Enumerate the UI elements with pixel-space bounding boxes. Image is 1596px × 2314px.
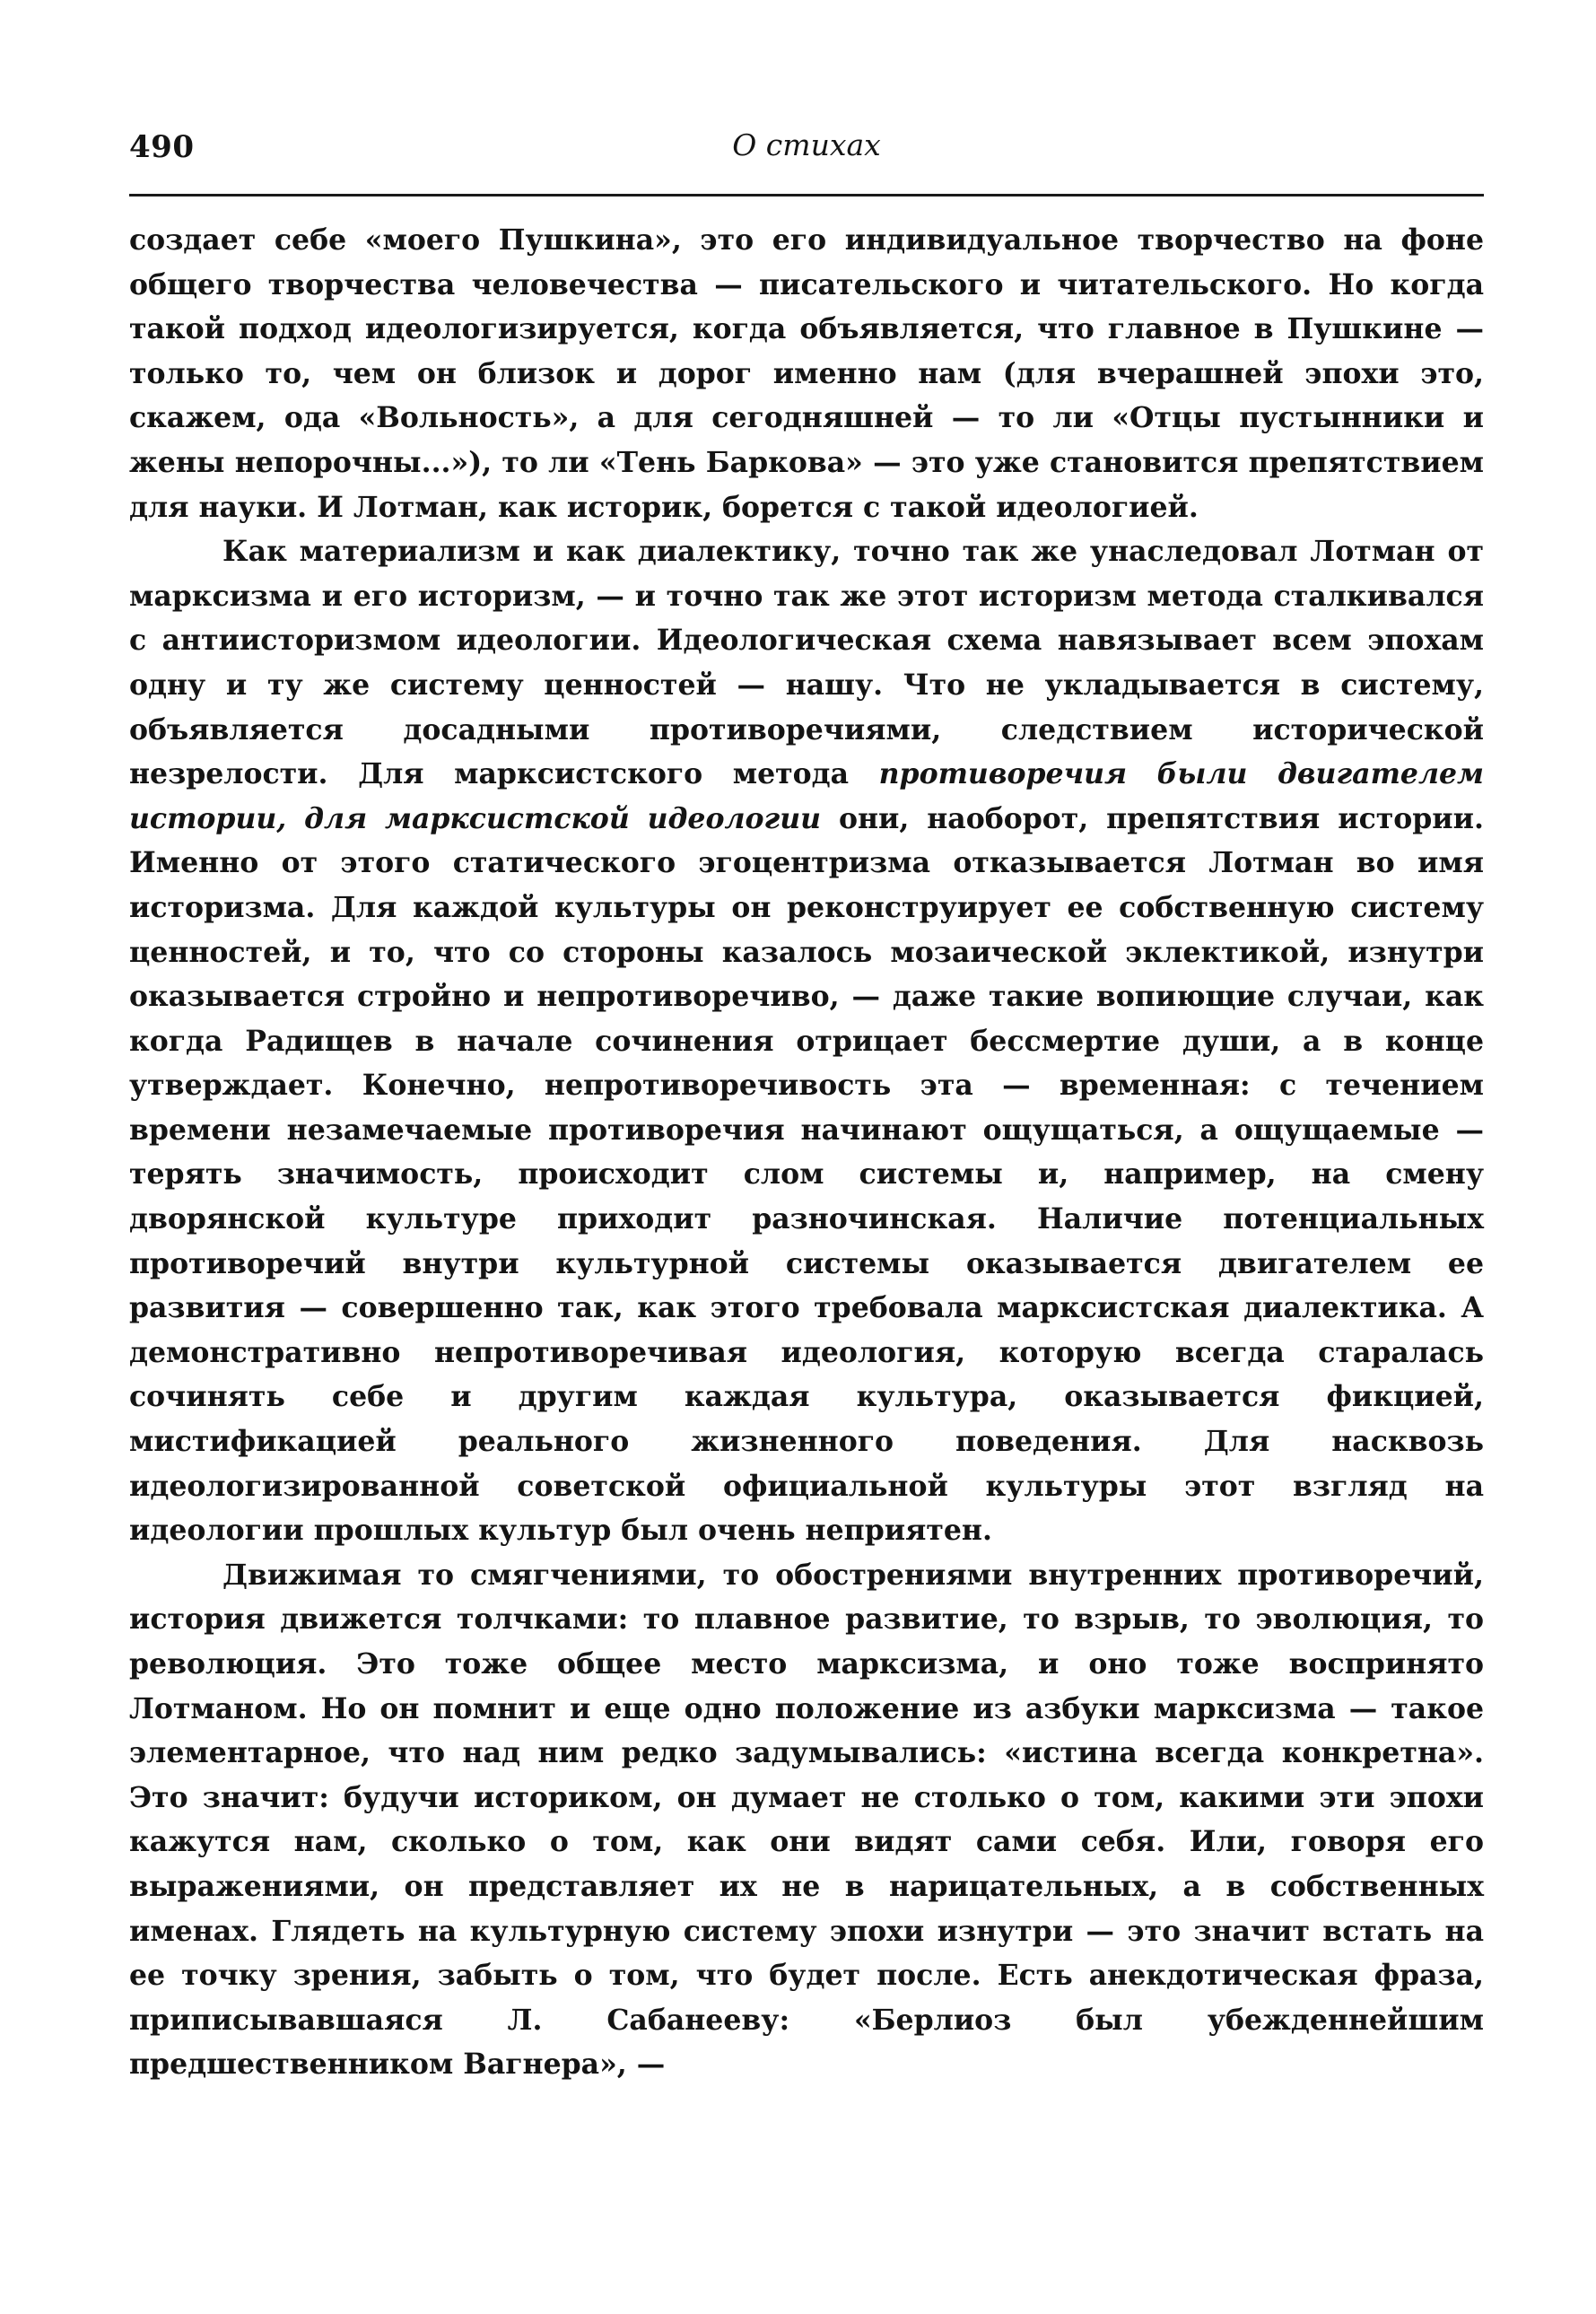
page-header — [129, 124, 1484, 178]
text-run: они, наоборот, препятствия истории. Именно от этого статического эгоцентризма отказывается Лотман во имя историзма. Для каждой культуры он реконструирует ее собственную систему ценностей, и то, что со стороны казалось мозаической эклектикой, изнутри оказывается стройно и непротиворечиво, — даже такие вопиющие случаи, как когда Радищев в начале сочинения отрицает бессмертие души, а в конце утверждает. Конечно, непротиворечивость эта — временная: с течением времени незамечаемые противоречия начинают ощущаться, а ощущаемые — терять значимость, происходит слом системы и, например, на смену дворянской культуре приходит разночинская. Наличие потенциальных противоречий внутри культурной системы оказывается двигателем ее развития — совершенно так, как этого требовала марксистская диалектика. А демонстративно непротиворечивая идеология, которую всегда старалась сочинять себе и другим каждая культура, оказывается фикцией, мистификацией реального жизненного поведения. Для насквозь идеологизированной советской официальной культуры этот взгляд на идеологии прошлых культур был очень неприятен. — [129, 801, 1485, 1548]
text-run: Движимая то смягчениями, то обострениями внутренних противоречий, история движется толчками: то плавное развитие, то взрыв, то эволюция, то революция. Это тоже общее место марксизма, и оно тоже воспринято Лотманом. Но он помнит и еще одно положение из азбуки марксизма — такое элементарное, что над ним редко задумывались: «истина всегда конкретна». Это значит: будучи историком, он думает не столько о том, какими эти эпохи кажутся нам, сколько о том, как они видят сами себя. Или, говоря его выражениями, он представляет их не в нарицательных, а в собственных именах. Глядеть на культурную систему эпохи изнутри — это значит встать на ее точку зрения, забыть о том, что будет после. Есть анекдотическая фраза, приписывавшаяся Л. Сабанееву: «Берлиоз был убежденнейшим предшественником Вагнера», — — [129, 1558, 1484, 2082]
text-run: создает себе «моего Пушкина», это его индивидуальное творчество на фоне общего творчества человечества — писательского и читательского. Но когда такой подход идеологизируется, когда объявляется, что главное в Пушкине — только то, чем он близок и дорог именно нам (для вчерашней эпохи это, скажем, ода «Вольность», а для сегодняшней — то ли «Отцы пустынники и жены непорочны...»), то ли «Тень Баркова» — это уже становится препятствием для науки. И Лотман, как историк, борется с такой идеологией. — [129, 223, 1484, 524]
paragraph — [129, 1553, 1484, 2087]
paragraph — [129, 218, 1484, 529]
running-title: О стихах — [732, 127, 881, 162]
page-number: 490 — [129, 129, 195, 165]
body-text — [129, 218, 1484, 2087]
italic-run: противоречия были двигателем истории, для марксистской идеологии — [129, 757, 1485, 835]
header-rule — [129, 194, 1484, 196]
text-run: Как материализм и как диалектику, точно так же унаследовал Лотман от марксизма и его историзм, — и точно так же этот историзм метода сталкивался с антиисторизмом идеологии. Идеологическая схема навязывает всем эпохам одну и ту же систему ценностей — нашу. Что не укладывается в систему, объявляется досадными противоречиями, следствием исторической незрелости. Для марксистского метода — [129, 535, 1484, 791]
paragraph — [129, 529, 1484, 1553]
